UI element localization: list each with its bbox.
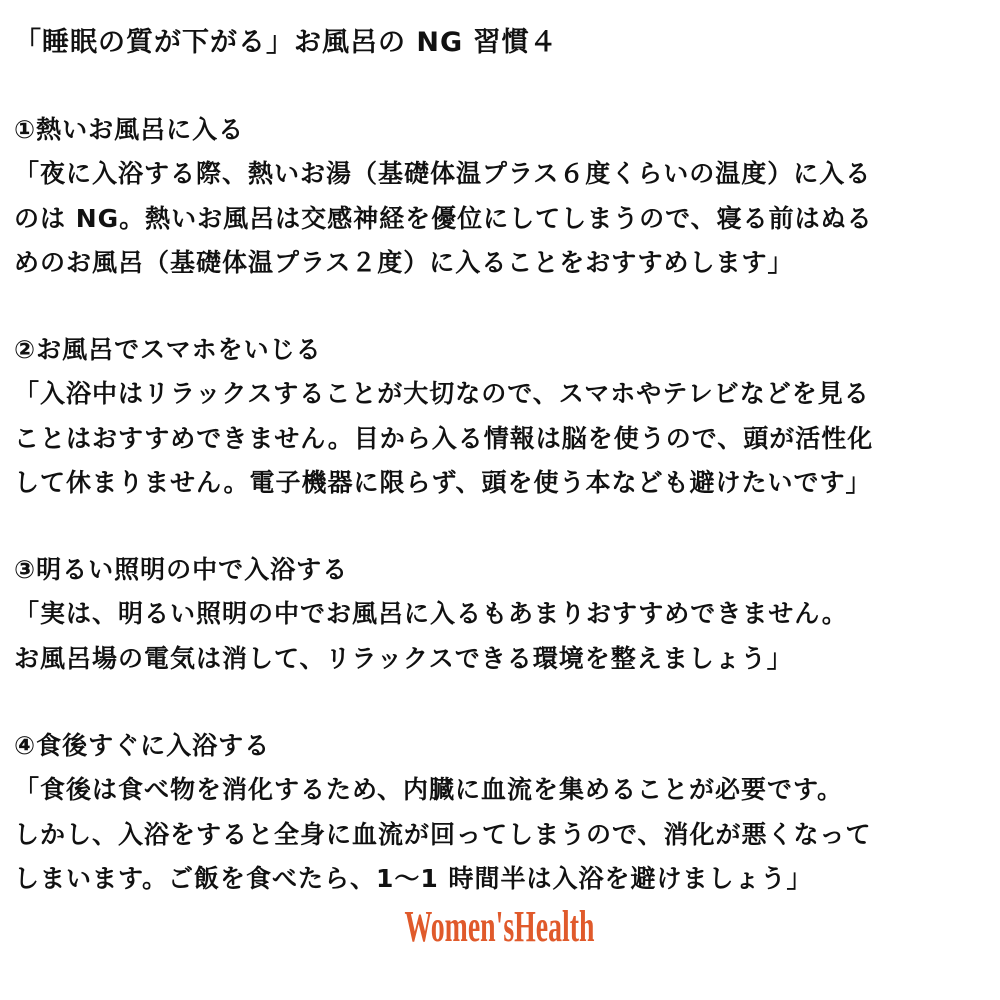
habit-text-line: 「入浴中はリラックスすることが大切なので、スマホやテレビなどを見る xyxy=(14,379,870,408)
habit-text-line: しまいます。ご飯を食べたら、1〜1 時間半は入浴を避けましょう」 xyxy=(14,864,813,893)
habit-text-line: 「夜に入浴する際、熱いお湯（基礎体温プラス６度くらいの温度）に入る xyxy=(14,159,872,188)
habit-heading: ②お風呂でスマホをいじる xyxy=(14,335,322,364)
habit-text-line: お風呂場の電気は消して、リラックスできる環境を整えましょう」 xyxy=(14,643,793,673)
habit-text-line: 「食後は食べ物を消化するため、内臓に血流を集めることが必要です。 xyxy=(14,775,844,804)
habit-section-1 xyxy=(14,108,989,286)
habit-section-2 xyxy=(14,328,989,506)
habit-heading: ④食後すぐに入浴する xyxy=(14,731,271,760)
womens-health-logo xyxy=(403,900,596,952)
habit-heading: ③明るい照明の中で入浴する xyxy=(14,555,349,584)
habit-heading: ①熱いお風呂に入る xyxy=(14,115,245,144)
page-title: 「睡眠の質が下がる」お風呂の NG 習慣４ xyxy=(14,27,558,58)
habit-section-4 xyxy=(14,724,989,902)
habit-text-line: 「実は、明るい照明の中でお風呂に入るもあまりおすすめできません。 xyxy=(14,599,848,628)
habit-section-3 xyxy=(14,548,989,681)
habit-text-line: めのお風呂（基礎体温プラス２度）に入ることをおすすめします」 xyxy=(14,248,794,277)
habit-text-line: して休まりません。電子機器に限らず、頭を使う本なども避けたいです」 xyxy=(14,468,872,497)
habit-text-line: ことはおすすめできません。目から入る情報は脳を使うので、頭が活性化 xyxy=(14,423,874,453)
habit-text-line: しかし、入浴をすると全身に血流が回ってしまうので、消化が悪くなって xyxy=(14,819,872,849)
habit-text-line: のは NG。熱いお風呂は交感神経を優位にしてしまうので、寝る前はぬる xyxy=(14,203,873,233)
logo-wordmark: Women'sHealth xyxy=(404,902,595,951)
